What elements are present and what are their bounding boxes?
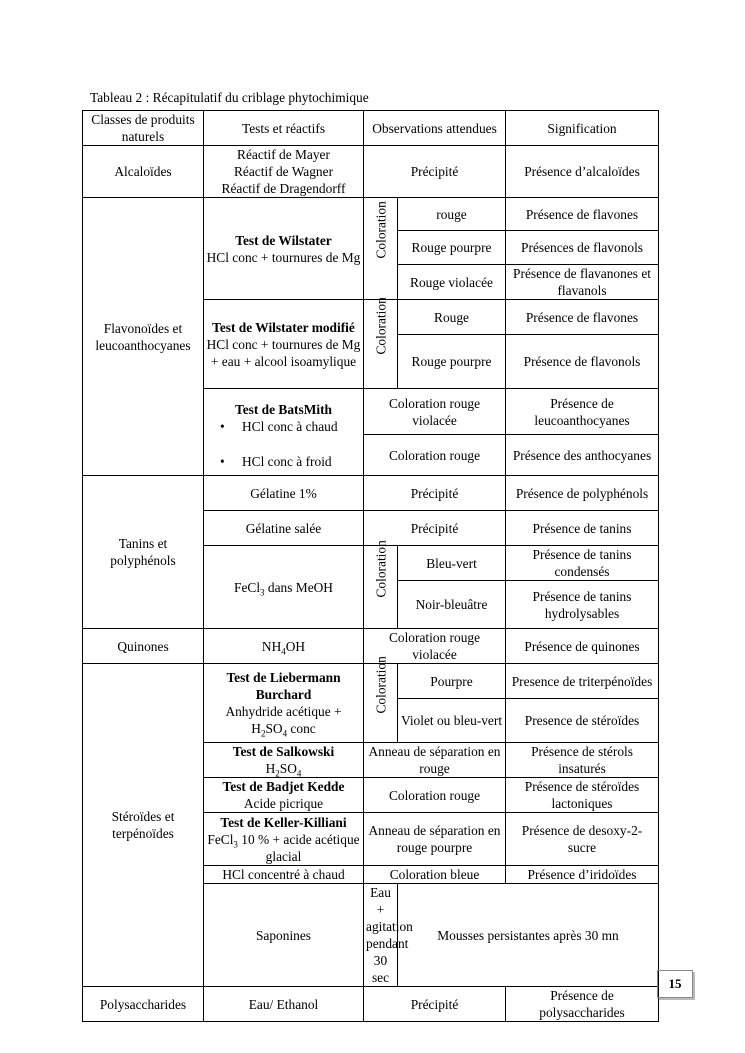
observation-cell: Coloration bleue (364, 866, 506, 884)
observation-cell: Anneau de séparation en rouge pourpre (364, 813, 506, 866)
class-cell: Flavonoïdes et leucoanthocyanes (83, 198, 204, 476)
test-title: Test de Wilstater modifié (212, 319, 355, 335)
signification-cell: Présence de flavanones et flavanols (506, 265, 659, 300)
class-cell: Alcaloïdes (83, 146, 204, 198)
test-cell (204, 813, 364, 866)
observation-cell: Rouge pourpre (398, 335, 506, 389)
reagent-text: Acide picrique (243, 796, 324, 811)
class-cell: Saponines (204, 884, 364, 987)
reagent-text: Réactif de Wagner (233, 164, 334, 179)
test-cell (204, 546, 364, 629)
coloration-label: Coloration (364, 300, 398, 389)
signification-cell: Présence de stéroïdes lactoniques (506, 778, 659, 813)
signification-cell: Présence de flavones (506, 300, 659, 335)
observation-cell: Violet ou bleu-vert (398, 699, 506, 743)
header-classes: Classes de produits naturels (83, 111, 204, 146)
observation-cell: Rouge pourpre (398, 231, 506, 265)
observation-cell: Précipité (364, 987, 506, 1022)
test-cell: Eau/ Ethanol (204, 987, 364, 1022)
test-cell (204, 743, 364, 778)
signification-cell: Présence de tanins hydrolysables (506, 581, 659, 629)
observation-cell: Précipité (364, 146, 506, 198)
table-row (83, 146, 659, 198)
signification-cell: Presence de stéroïdes (506, 699, 659, 743)
test-cell: HCl concentré à chaud (204, 866, 364, 884)
signification-cell: Présence d’iridoïdes (506, 866, 659, 884)
phytochemical-table (82, 110, 659, 1022)
reagent-text: Réactif de Mayer (237, 147, 330, 162)
test-cell (204, 664, 364, 743)
test-title: Test de Badjet Kedde (222, 779, 345, 794)
coloration-label: Coloration (364, 546, 398, 629)
observation-cell: Précipité (364, 511, 506, 546)
signification-cell: Présence d’alcaloïdes (506, 146, 659, 198)
signification-cell: Présences de flavonols (506, 231, 659, 265)
table-row (83, 476, 659, 511)
coloration-label: Coloration (364, 198, 398, 300)
signification-cell: Presence de triterpénoïdes (506, 664, 659, 699)
test-cell (204, 300, 364, 389)
coloration-label: Coloration (364, 664, 398, 743)
reagent-text: FeCl$_3$ 10 % + acide acétique glacial (207, 831, 360, 864)
table-header-row (83, 111, 659, 146)
test-cell (204, 778, 364, 813)
observation-cell: Mousses persistantes après 30 mn (398, 884, 659, 987)
observation-cell: Anneau de séparation en rouge (364, 743, 506, 778)
test-cell: Gélatine 1% (204, 476, 364, 511)
reagent-text: Réactif de Dragendorff (221, 181, 346, 196)
test-title: Test de BatsMith (235, 401, 332, 417)
bullet-item: • HCl conc à froid (206, 453, 361, 470)
header-tests: Tests et réactifs (204, 111, 364, 146)
table-row (83, 664, 659, 699)
reagent-text: $H_2SO_4$ (265, 761, 302, 779)
observation-cell: Coloration rouge violacée (364, 389, 506, 435)
test-cell: $NH_4OH$ (204, 629, 364, 664)
header-signification: Signification (506, 111, 659, 146)
class-cell: Tanins et polyphénols (83, 476, 204, 629)
page-number: 15 (657, 970, 693, 998)
signification-cell: Présence de flavonols (506, 335, 659, 389)
signification-cell: Présence des anthocyanes (506, 435, 659, 476)
reagent-text: Anhydride acétique + $H_2SO_4$ conc (225, 704, 342, 739)
test-title: Test de Keller-Killiani (220, 814, 347, 830)
test-title: Test de Salkowski (232, 744, 335, 759)
reagent-text: HCl conc + tournures de Mg + eau + alcool isoamylique (206, 336, 361, 369)
signification-cell: Présence de polyphénols (506, 476, 659, 511)
test-cell (204, 146, 364, 198)
table-caption: Tableau 2 : Récapitulatif du criblage phytochimique (90, 90, 369, 105)
reagent-text: HCl conc + tournures de Mg (206, 249, 361, 265)
signification-cell: Présence de tanins (506, 511, 659, 546)
observation-cell: Coloration rouge violacée (364, 629, 506, 664)
test-cell (204, 198, 364, 300)
bullet-item: • HCl conc à chaud (206, 418, 361, 435)
observation-cell: Rouge (398, 300, 506, 335)
test-title: Test de Wilstater (235, 232, 332, 248)
signification-cell: Présence de stérols insaturés (506, 743, 659, 778)
signification-cell: Présence de desoxy-2-sucre (506, 813, 659, 866)
class-cell: Quinones (83, 629, 204, 664)
signification-cell: Présence de quinones (506, 629, 659, 664)
observation-cell: rouge (398, 198, 506, 231)
observation-cell: Pourpre (398, 664, 506, 699)
observation-cell: Coloration rouge (364, 435, 506, 476)
table-row (83, 629, 659, 664)
reagent-text: FeCl$_3$ dans MeOH (234, 579, 333, 598)
observation-cell: Coloration rouge (364, 778, 506, 813)
observation-cell: Noir-bleuâtre (398, 581, 506, 629)
test-cell: Eau + agitation pendant 30 sec (364, 884, 398, 987)
observation-cell: Bleu-vert (398, 546, 506, 581)
signification-cell: Présence de leucoanthocyanes (506, 389, 659, 435)
header-observations: Observations attendues (364, 111, 506, 146)
test-title: Test de Liebermann Burchard (226, 670, 341, 702)
test-cell (204, 389, 364, 476)
table-row (83, 987, 659, 1022)
signification-cell: Présence de flavones (506, 198, 659, 231)
observation-cell: Rouge violacée (398, 265, 506, 300)
signification-cell: Présence de tanins condensés (506, 546, 659, 581)
class-cell: Polysaccharides (83, 987, 204, 1022)
class-cell: Stéroïdes et terpénoïdes (83, 664, 204, 987)
signification-cell: Présence de polysaccharides (506, 987, 659, 1022)
table-row (83, 198, 659, 231)
observation-cell: Précipité (364, 476, 506, 511)
test-cell: Gélatine salée (204, 511, 364, 546)
